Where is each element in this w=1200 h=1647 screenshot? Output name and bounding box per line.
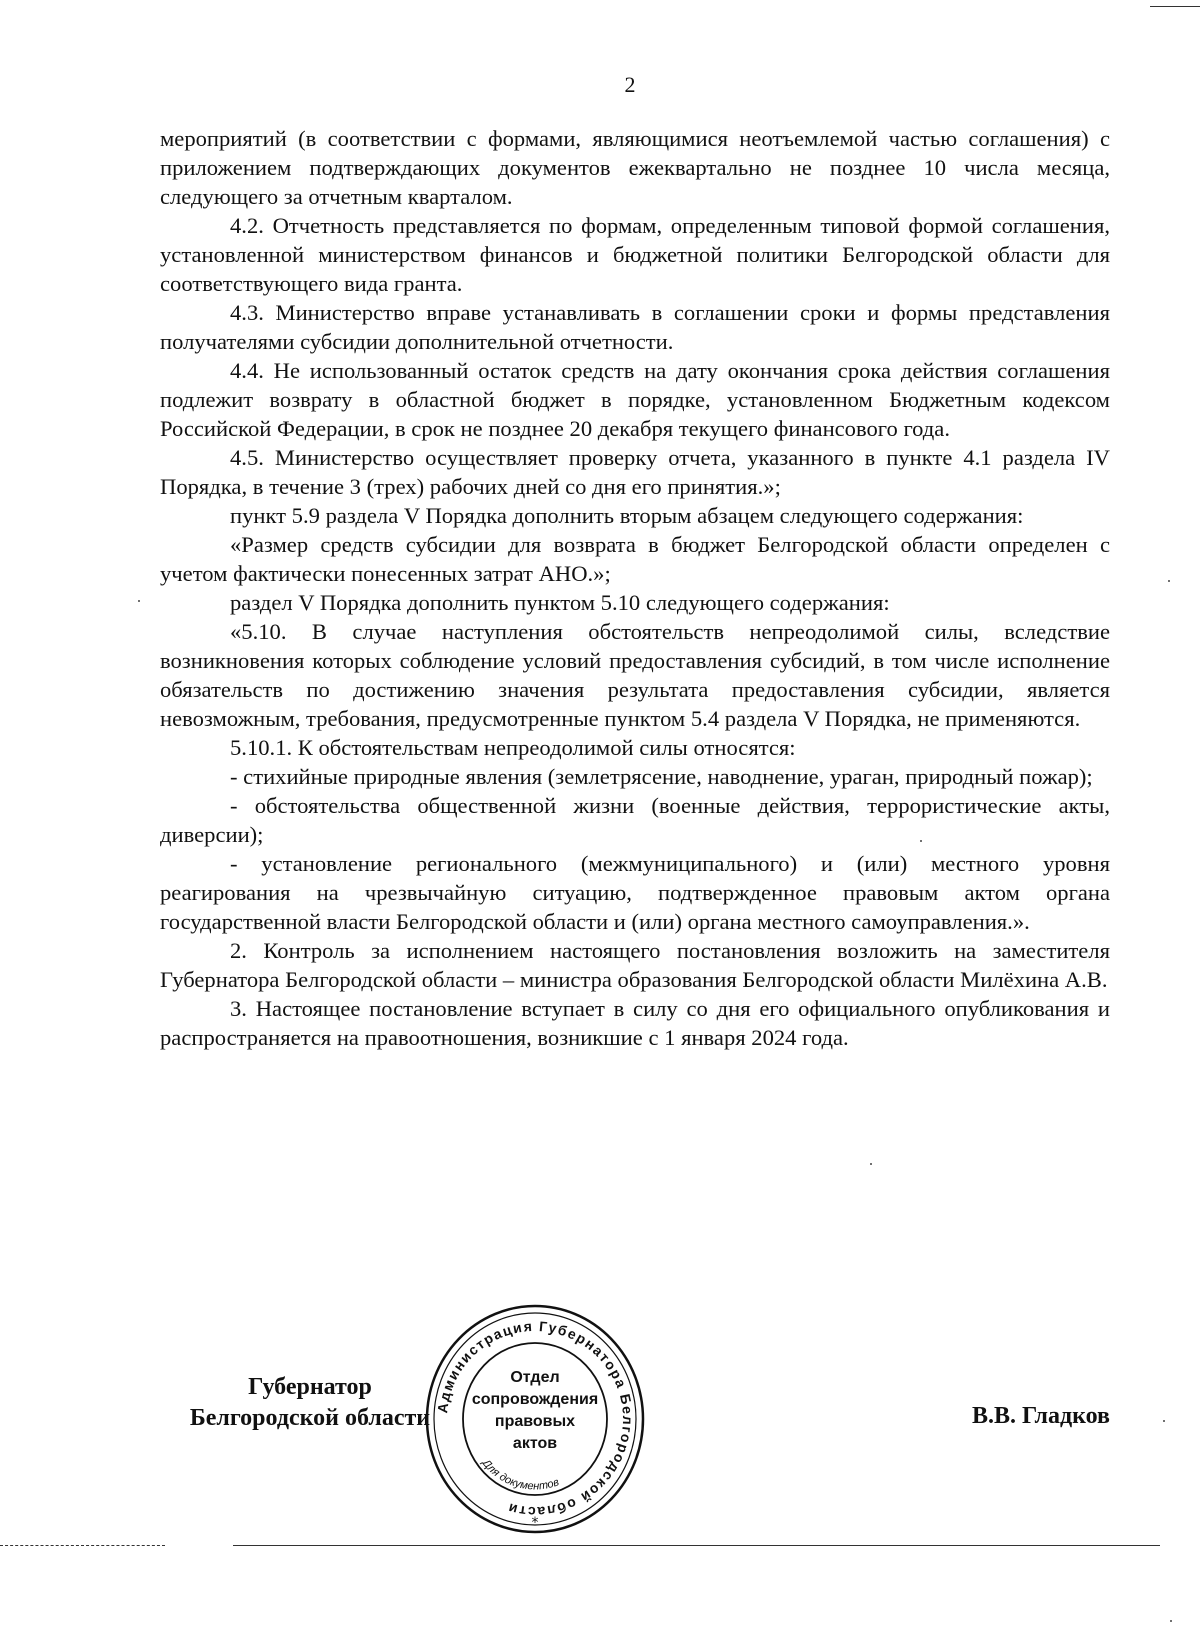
scan-speck [1168,580,1170,582]
stamp-bottom-text: Для документов [479,1457,561,1493]
paragraph: мероприятий (в соответствии с формами, являющимися неотъемлемой частью соглашения) с приложением подтверждающих документов ежеквартально не позднее 10 числа месяца, следующего за отчетным кварталом. [160,126,1110,209]
scan-speck [138,600,140,602]
scan-dashed-line [0,1545,165,1546]
scan-speck [920,840,922,842]
stamp-inner-line: Отдел [510,1369,560,1386]
signatory-position-line: Белгородской области [189,1405,431,1431]
svg-text:Для документов [478,1456,560,1493]
stamp-inner-line: правовых [494,1413,576,1430]
paragraph: 5.10.1. К обстоятельствам непреодолимой силы относятся: [230,735,796,760]
stamp-star-icon: * [531,1515,539,1531]
paragraph: 4.3. Министерство вправе устанавливать в соглашении сроки и формы представления получателями субсидии дополнительной отчетности. [160,300,1110,354]
scan-speck [870,1163,872,1165]
paragraph: пункт 5.9 раздела V Порядка дополнить вторым абзацем следующего содержания: [230,503,1024,528]
paragraph: - обстоятельства общественной жизни (военные действия, террористические акты, диверсии); [160,793,1110,847]
signatory-position [160,1372,460,1434]
page-number: 2 [624,72,636,97]
stamp-inner-line: сопровождения [471,1391,599,1408]
paragraph: 4.5. Министерство осуществляет проверку отчета, указанного в пункте 4.1 раздела IV Порядка, в течение 3 (трех) рабочих дней со дня его принятия.»; [160,445,1110,499]
paragraph: раздел V Порядка дополнить пунктом 5.10 следующего содержания: [230,590,890,615]
paragraph: «Размер средств субсидии для возврата в бюджет Белгородской области определен с учетом фактически понесенных затрат АНО.»; [160,532,1110,586]
official-stamp [424,1303,646,1535]
paragraph: 2. Контроль за исполнением настоящего постановления возложить на заместителя Губернатора Белгородской области – министра образования Белгородской области Милёхина А.В. [160,938,1110,992]
stamp-inner-text [424,1367,646,1455]
paragraph: - стихийные природные явления (землетрясение, наводнение, ураган, природный пожар); [230,764,1093,789]
stamp-inner-line: актов [512,1435,558,1452]
scan-speck [1163,1420,1165,1422]
signatory-name: В.В. Гладков [971,1403,1110,1429]
paragraph: - установление регионального (межмуниципального) и (или) местного уровня реагирования на чрезвычайную ситуацию, подтвержденное правовым актом органа государственной власти Белгородской области и (или) органа местного самоуправления.». [160,851,1110,934]
scan-edge-line [1150,6,1200,7]
scan-speck [1170,1620,1172,1622]
paragraph: «5.10. В случае наступления обстоятельств непреодолимой силы, вследствие возникновения которых соблюдение условий предоставления субсидий, в том числе исполнение обязательств по достижению значения результата предоставления субсидии, является невозможным, требования, предусмотренные пунктом 5.4 раздела V Порядка, не применяются. [160,619,1110,731]
paragraph: 3. Настоящее постановление вступает в силу со дня его официального опубликования и распространяется на правоотношения, возникшие с 1 января 2024 года. [160,996,1110,1050]
document-body [160,124,1110,1052]
stamp-outer-text: Администрация Губернатора Белгородской области [434,1317,637,1521]
signatory-position-line: Губернатор [248,1374,372,1400]
paragraph: 4.4. Не использованный остаток средств на дату окончания срока действия соглашения подлежит возврату в областной бюджет в порядке, установленном Бюджетным кодексом Российской Федерации, в срок не позднее 20 декабря текущего финансового года. [160,358,1110,441]
paragraph: 4.2. Отчетность представляется по формам, определенным типовой формой соглашения, установленной министерством финансов и бюджетной политики Белгородской области для соответствующего вида гранта. [160,213,1110,296]
footer-rule [233,1545,1160,1546]
